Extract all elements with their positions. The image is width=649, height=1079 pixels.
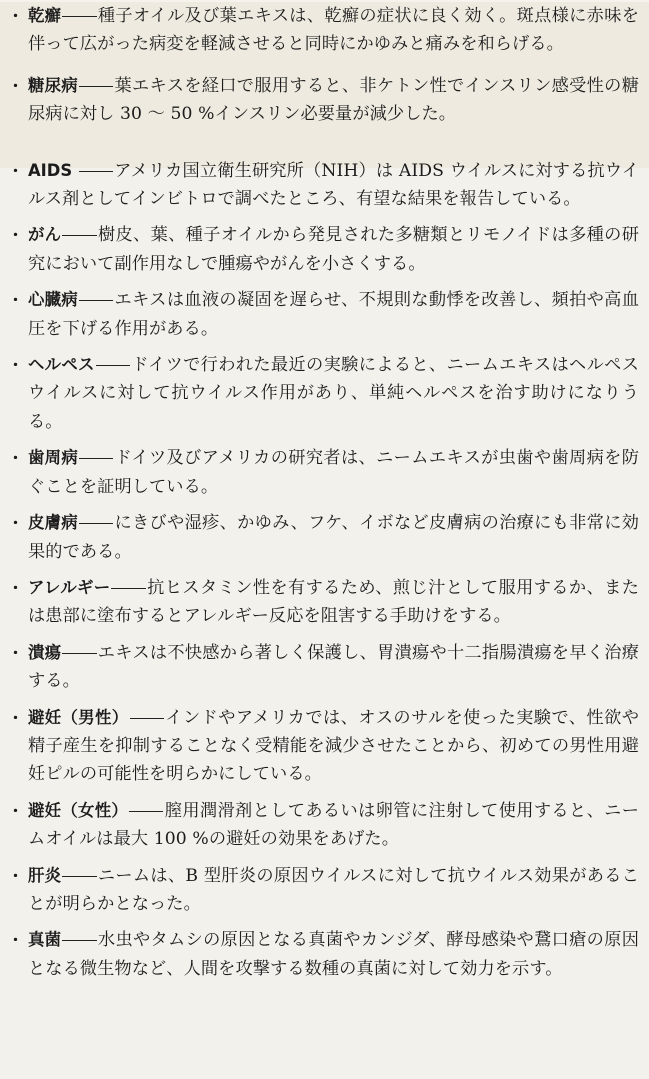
item-text: にきびや湿疹、かゆみ、フケ、イボなど皮膚病の治療にも非常に効果的である。 (28, 513, 639, 562)
document-page (0, 2, 649, 1079)
term-label: 肝炎 (28, 865, 62, 885)
bullet-icon: ・ (8, 801, 24, 820)
dash-separator (111, 588, 145, 589)
bullet-icon: ・ (8, 226, 24, 245)
term-label: 皮膚病 (28, 513, 78, 533)
item-text: アメリカ国立衛生研究所（NIH）は AIDS ウイルスに対する抗ウイルス剤としてインビトロで調べたところ、有望な結果を報告している。 (28, 160, 639, 210)
term-label: 歯周病 (28, 448, 79, 468)
term-label: 避妊（男性） (28, 707, 129, 727)
bullet-icon: ・ (8, 161, 24, 180)
item-text: エキスは血液の凝固を遅らせ、不規則な動悸を改善し、頻拍や高血圧を下げる作用がある。 (28, 290, 639, 339)
term-label: AIDS (28, 160, 73, 180)
term-label: 潰瘍 (28, 642, 62, 662)
dash-separator (62, 235, 96, 236)
bullet-icon: ・ (8, 578, 24, 597)
item-text: インドやアメリカでは、オスのサルを使った実験で、性欲や精子産生を抑制することなく受精能を減少させたことから、初めての男性用避妊ピルの可能性を明らかにしている。 (28, 707, 640, 785)
bullet-icon: ・ (8, 449, 24, 468)
term-label: 糖尿病 (28, 75, 78, 95)
bullet-icon: ・ (8, 931, 24, 950)
bullet-icon: ・ (8, 291, 24, 310)
bullet-icon: ・ (8, 708, 24, 727)
dash-separator (79, 523, 113, 524)
list-item-periodontal (6, 444, 639, 501)
dash-separator (79, 458, 113, 459)
item-text: 葉エキスを経口で服用すると、非ケトン性でインスリン感受性の糖尿病に対し 30 ～ 50 %インスリン必要量が減少した。 (28, 75, 639, 125)
dash-separator (62, 16, 96, 17)
list-item-heart-disease (6, 286, 639, 343)
list-item-skin-disease (6, 509, 639, 566)
dash-separator (79, 171, 113, 172)
term-label: アレルギー (28, 577, 111, 597)
bullet-icon: ・ (8, 76, 24, 95)
term-label: ヘルペス (28, 355, 95, 375)
bullet-icon: ・ (8, 866, 24, 885)
term-label: 心臓病 (28, 290, 78, 310)
item-text: 膣用潤滑剤としてあるいは卵管に注射して使用すると、ニームオイルは最大 100 %の避妊の効果をあげた。 (28, 800, 640, 850)
list-item-aids (6, 157, 639, 214)
item-text: 抗ヒスタミン性を有するため、煎じ汁として服用するか、または患部に塗布するとアレルギー反応を阻害する手助けをする。 (28, 577, 640, 627)
list-item-diabetes (6, 72, 639, 129)
item-text: 樹皮、葉、種子オイルから発見された多糖類とリモノイドは多種の研究において副作用なしで腫瘍やがんを小さくする。 (28, 225, 639, 274)
dash-separator (96, 365, 130, 366)
term-label: 乾癬 (28, 6, 62, 25)
list-item-contraception-male (6, 704, 639, 789)
list-item-fungus (6, 926, 639, 983)
item-text: 水虫やタムシの原因となる真菌やカンジダ、酵母感染や鵞口瘡の原因となる微生物など、人間を攻撃する数種の真菌に対して効力を示す。 (28, 930, 640, 979)
dash-separator (62, 940, 96, 941)
condition-list (6, 2, 639, 983)
list-item-psoriasis (6, 2, 639, 59)
item-text: 種子オイル及び葉エキスは、乾癬の症状に良く効く。斑点様に赤味を伴って広がった病変を軽減させると同時にかゆみと痛みを和らげる。 (28, 6, 639, 55)
list-item-contraception-female (6, 797, 639, 854)
bullet-icon: ・ (8, 514, 24, 533)
list-item-hepatitis (6, 862, 639, 919)
list-item-allergy (6, 574, 639, 631)
bullet-icon: ・ (8, 7, 24, 25)
term-label: 避妊（女性） (28, 800, 129, 820)
term-label: 真菌 (28, 930, 62, 950)
item-text: ドイツ及びアメリカの研究者は、ニームエキスが虫歯や歯周病を防ぐことを証明している。 (28, 448, 639, 497)
bullet-icon: ・ (8, 643, 24, 662)
bullet-icon: ・ (8, 356, 24, 375)
dash-separator (129, 811, 163, 812)
list-item-herpes (6, 351, 639, 436)
term-label: がん (28, 225, 62, 245)
item-text: ドイツで行われた最近の実験によると、ニームエキスはヘルペスウイルスに対して抗ウイルス作用があり、単純ヘルペスを治す助けになりうる。 (28, 355, 640, 432)
dash-separator (79, 300, 113, 301)
dash-separator (79, 86, 113, 87)
dash-separator (62, 653, 96, 654)
dash-separator (130, 718, 164, 719)
item-text: エキスは不快感から著しく保護し、胃潰瘍や十二指腸潰瘍を早く治療する。 (28, 642, 640, 692)
list-item-ulcer (6, 639, 639, 696)
dash-separator (62, 876, 96, 877)
item-text: ニームは、B 型肝炎の原因ウイルスに対して抗ウイルス効果があることが明らかとなった。 (28, 865, 640, 914)
list-item-cancer (6, 221, 639, 278)
